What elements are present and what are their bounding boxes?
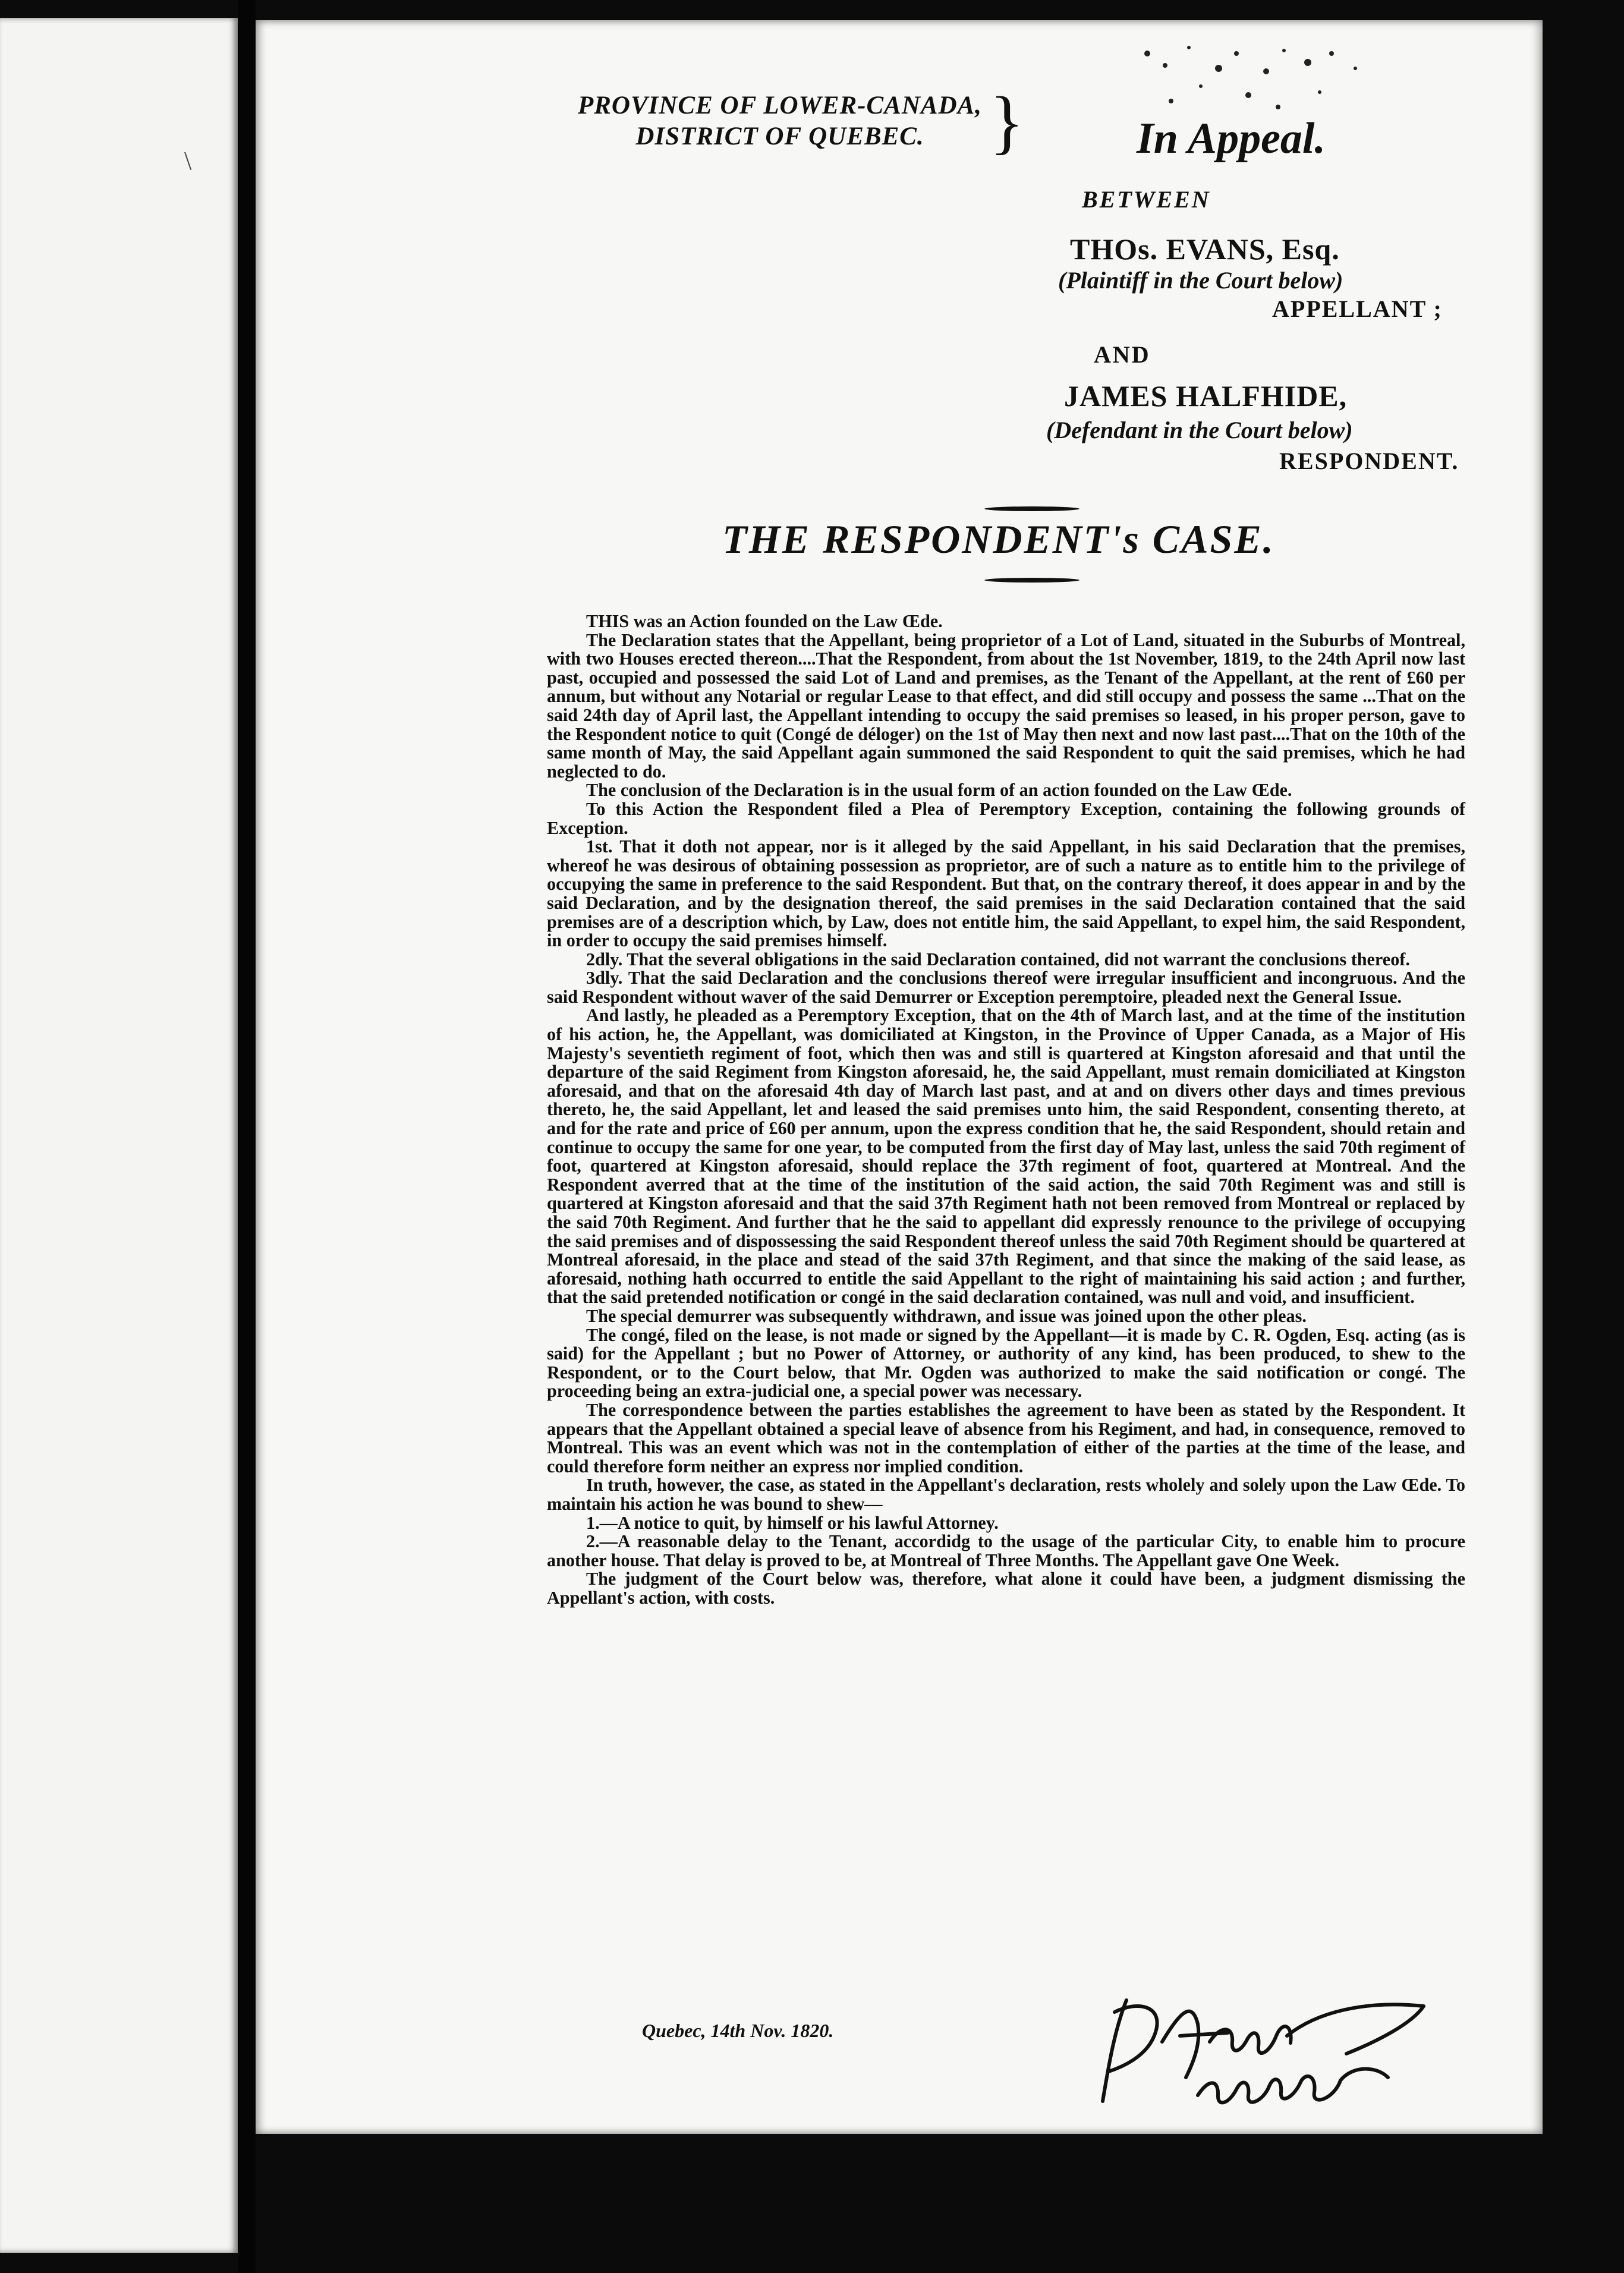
body-paragraph: 1st. That it doth not appear, nor is it alleged by the said Appellant, in his said Declaration that the premises, whereof he was desirous of obtaining possession as proprietor, are of such a nature as to entitle him to the privilege of occupying the same in preference to the said Respondent. But that, on the contrary thereof, it does appear in and by the said Declaration, and by the designation thereof, the said premises in the said Declaration contained that the said premises are of a description which, by Law, does not entitle him, the said Appellant, to expel him, the said Respondent, in order to occupy the said premises himself. xyxy=(547,836,1465,951)
body-paragraph: The congé, filed on the lease, is not made or signed by the Appellant—it is made by C. R. Ogden, Esq. acting (as is said) for the Appellant ; but no Power of Attorney, or authority of any kind, has been produced, to shew to the Respondent, or to the Court below, that Mr. Ogden was authorized to make the said notification or congé. The proceeding being an extra-judicial one, a special power was necessary. xyxy=(547,1324,1465,1402)
body-paragraph: 2.—A reasonable delay to the Tenant, accordidg to the usage of the particular City, to enable him to procure another house. That delay is proved to be, at Montreal of Three Months. The Appellant gave One Week. xyxy=(547,1531,1465,1570)
appellant-name: THOs. EVANS, Esq. xyxy=(1070,232,1340,266)
body-paragraph: The special demurrer was subsequently withdrawn, and issue was joined upon the other pleas. xyxy=(586,1305,1307,1326)
body-paragraph: The judgment of the Court below was, therefore, what alone it could have been, a judgment dismissing the Appellant's action, with costs. xyxy=(547,1569,1465,1608)
upper-rule xyxy=(984,506,1079,511)
right-border xyxy=(1543,18,1624,2273)
between-label: BETWEEN xyxy=(1082,186,1211,213)
lower-rule xyxy=(984,578,1079,583)
respondent-name: JAMES HALFHIDE, xyxy=(1064,379,1348,413)
jurisdiction-heading xyxy=(542,90,1018,152)
bottom-border xyxy=(256,2134,1543,2273)
body-paragraph: 2dly. That the several obligations in the said Declaration contained, did not warrant the conclusions thereof. xyxy=(586,949,1410,969)
body-paragraph: 3dly. That the said Declaration and the conclusions thereof were irregular insufficient and incongruous. And the said Respondent without waver of the said Demurrer or Exception peremptoire, pleaded next the General Issue. xyxy=(547,968,1465,1007)
body-paragraph: 1.—A notice to quit, by himself or his lawful Attorney. xyxy=(586,1512,999,1533)
body-paragraph: THIS was an Action founded on the Law Œde. xyxy=(586,611,943,631)
respondent-role: (Defendant in the Court below) xyxy=(1046,417,1353,443)
book-gutter xyxy=(238,0,256,2273)
province-line: PROVINCE OF LOWER-CANADA, xyxy=(577,92,983,119)
appellant-role: (Plaintiff in the Court below) xyxy=(1058,267,1343,294)
body-paragraph: The conclusion of the Declaration is in the usual form of an action founded on the Law Œde. xyxy=(586,780,1292,801)
handwritten-signature xyxy=(1091,1976,1436,2113)
margin-mark: \ xyxy=(184,146,192,175)
district-line: DISTRICT OF QUEBEC. xyxy=(635,122,924,150)
respondent-label: RESPONDENT. xyxy=(1279,448,1459,474)
document-title: THE RESPONDENT's CASE. xyxy=(722,517,1275,562)
dateline: Quebec, 14th Nov. 1820. xyxy=(642,2020,834,2041)
appellant-label: APPELLANT ; xyxy=(1272,295,1443,322)
curly-brace: } xyxy=(990,82,1024,161)
body-paragraph: The correspondence between the parties establishes the agreement to have been as stated by the Respondent. It appears that the Appellant obtained a special leave of absence from his Regiment, and had, in consequence, removed to Montreal. This was an event which was not in the contemplation of either of the parties at the time of the lease, and could therefore form neither an express nor implied condition. xyxy=(547,1399,1465,1476)
body-paragraph: To this Action the Respondent filed a Plea of Peremptory Exception, containing the following grounds of Exception. xyxy=(547,798,1465,838)
body-paragraph: And lastly, he pleaded as a Peremptory Exception, that on the 4th of March last, and at the time of the institution of his action, he, the Appellant, was domiciliated at Kingston, in the Province of Upper Canada, as a Major of His Majesty's seventieth regiment of foot, which then was and still is quartered at Kingston aforesaid and that until the departure of the said Regiment from Kingston aforesaid, he, the said Appellant, must remain domiciliated at Kingston aforesaid, and that on the aforesaid 4th day of March last past, and at and on divers other days and times previous thereto, he, the said Appellant, let and leased the said premises unto him, the said Respondent, consenting thereto, at and for the rate and price of £60 per annum, upon the express condition that he, the said Respondent, should retain and continue to occupy the same for one year, to be computed from the first day of May last, unless the said 70th regiment of foot, quartered at Kingston aforesaid, should replace the 37th regiment of foot, quartered at Montreal. And the Respondent averred that at the time of the institution of the said action, the said 70th Regiment was and still is quartered at Kingston aforesaid and that the said 37th Regiment hath not been removed from Montreal or replaced by the said 70th Regiment. And further that he the said to appellant did expressly renounce to the privilege of occupying the said premises and of dispossessing the said Respondent thereof unless the said 70th Regiment should be quartered at Montreal aforesaid, in the place and stead of the said 37th Regiment, and that since the making of the said lease, as aforesaid, nothing hath occurred to entitle the said Appellant to the right of maintaining his said action ; and further, that the said pretended notification or congé in the said declaration contained, was null and void, and insufficient. xyxy=(547,1005,1465,1308)
left-facing-page xyxy=(0,18,238,2253)
case-body xyxy=(547,612,1465,1607)
and-label: AND xyxy=(1094,341,1151,368)
body-paragraph: In truth, however, the case, as stated in the Appellant's declaration, rests wholely and solely upon the Law Œde. To maintain his action he was bound to shew— xyxy=(547,1475,1465,1514)
case-label: In Appeal. xyxy=(1137,114,1326,163)
body-paragraph: The Declaration states that the Appellant, being proprietor of a Lot of Land, situated in the Suburbs of Montreal, with two Houses erected thereon....That the Respondent, from about the 1st November, 1819, to the 24th April now last past, occupied and possessed the said Lot of Land and premises, as the Tenant of the Appellant, at the rent of £60 per annum, but without any Notarial or regular Lease to that effect, and did still occupy and possess the same ...That on the said 24th day of April last, the Appellant intending to occupy the said premises so leased, in his proper person, gave to the Respondent notice to quit (Congé de déloger) on the 1st of May then next and now last past....That on the 10th of the same month of May, the said Appellant again summoned the said Respondent to quit the said premises, which he had neglected to do. xyxy=(547,629,1465,782)
